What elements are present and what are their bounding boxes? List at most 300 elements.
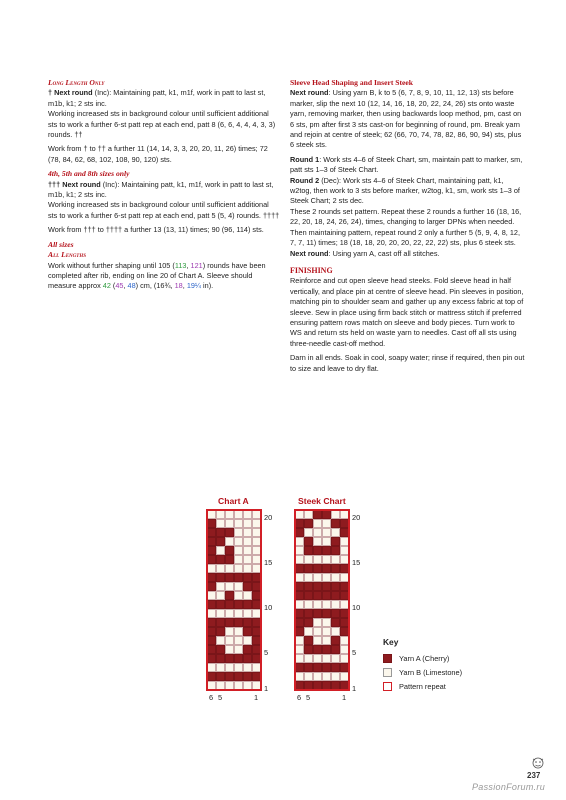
chart-cell-yarn-b (304, 672, 313, 681)
chart-cell-yarn-a (295, 681, 304, 690)
chart-cell-yarn-b (322, 537, 331, 546)
chart-a-title: Chart A (218, 496, 249, 506)
chart-cell-yarn-b (243, 546, 252, 555)
chart-cell-yarn-b (340, 573, 349, 582)
chart-cell-yarn-a (340, 582, 349, 591)
chart-cell-yarn-b (234, 555, 243, 564)
right-column (290, 78, 526, 374)
chart-cell-yarn-b (252, 519, 261, 528)
bold-lead: † Next round (48, 88, 93, 98)
chart-cell-yarn-b (252, 546, 261, 555)
steek-chart-title: Steek Chart (298, 496, 346, 506)
chart-cell-yarn-a (331, 663, 340, 672)
chart-cell-yarn-a (322, 591, 331, 600)
chart-cell-yarn-b (295, 636, 304, 645)
size-value: 42 (102, 281, 111, 291)
column-number: 5 (218, 693, 223, 702)
chart-cell-yarn-b (331, 654, 340, 663)
paragraph-text: (Inc): Maintaining patt, k1, m1f, work in patt to last st, m1b, k1; 2 sts inc. (48, 88, 266, 108)
chart-cell-yarn-b (207, 564, 216, 573)
paragraph: Work from † to †† a further 11 (14, 14, 3, 3, 20, 20, 11, 26) times; 72 (78, 84, 62, 68, 102, 108, 90, 120) sts. (48, 144, 268, 164)
chart-cell-yarn-b (216, 609, 225, 618)
column-number: 5 (306, 693, 311, 702)
chart-cell-yarn-a (331, 618, 340, 627)
chart-cell-yarn-a (295, 627, 304, 636)
key-item-repeat (383, 682, 446, 691)
column-number: 1 (254, 693, 259, 702)
chart-cell-yarn-a (216, 672, 225, 681)
chart-cell-yarn-a (331, 537, 340, 546)
chart-cell-yarn-b (252, 681, 261, 690)
chart-cell-yarn-a (216, 618, 225, 627)
chart-cell-yarn-a (331, 645, 340, 654)
chart-cell-yarn-a (322, 510, 331, 519)
chart-cell-yarn-b (234, 645, 243, 654)
text: Work without further shaping until (48, 260, 159, 270)
chart-cell-yarn-b (207, 510, 216, 519)
chart-cell-yarn-b (225, 582, 234, 591)
chart-cell-yarn-b (243, 510, 252, 519)
chart-cell-yarn-a (295, 663, 304, 672)
chart-cell-yarn-b (331, 600, 340, 609)
paragraph (48, 88, 280, 109)
chart-cell-yarn-b (295, 573, 304, 582)
paragraph-text: (Dec): Work sts 4–6 of Steek Chart, maintaining patt, k1, w2tog, then work to 3 sts before marker, w2tog, k1, sm, work sts 1–3 of Steek Chart; 2 sts dec. (290, 175, 520, 206)
chart-cell-yarn-a (304, 537, 313, 546)
chart-cell-yarn-a (252, 600, 261, 609)
chart-cell-yarn-b (295, 645, 304, 654)
chart-cell-yarn-a (216, 555, 225, 564)
chart-cell-yarn-b (243, 681, 252, 690)
text: rounds have been completed after rib, ending on line 20 of Chart A. Sleeve should measure approx (48, 260, 266, 291)
chart-cell-yarn-b (313, 555, 322, 564)
chart-cell-yarn-b (216, 582, 225, 591)
chart-cell-yarn-b (243, 528, 252, 537)
chart-cell-yarn-b (340, 654, 349, 663)
row-number: 1 (352, 684, 357, 693)
chart-cell-yarn-b (234, 537, 243, 546)
chart-cell-yarn-a (331, 681, 340, 690)
chart-cell-yarn-b (304, 573, 313, 582)
paragraph (48, 180, 280, 201)
row-number: 5 (352, 648, 357, 657)
chart-cell-yarn-b (225, 663, 234, 672)
chart-cell-yarn-b (216, 564, 225, 573)
chart-cell-yarn-b (322, 555, 331, 564)
chart-cell-yarn-b (243, 636, 252, 645)
chart-cell-yarn-a (322, 609, 331, 618)
chart-cell-yarn-a (234, 618, 243, 627)
chart-cell-yarn-a (304, 663, 313, 672)
chart-cell-yarn-b (340, 510, 349, 519)
chart-cell-yarn-a (331, 591, 340, 600)
chart-cell-yarn-a (304, 591, 313, 600)
chart-cell-yarn-a (295, 564, 304, 573)
chart-cell-yarn-a (207, 636, 216, 645)
chart-cell-yarn-b (234, 609, 243, 618)
chart-cell-yarn-b (322, 654, 331, 663)
chart-cell-yarn-b (331, 573, 340, 582)
chart-cell-yarn-a (243, 582, 252, 591)
chart-cell-yarn-a (340, 663, 349, 672)
chart-cell-yarn-a (225, 591, 234, 600)
row-number: 10 (264, 603, 273, 612)
chart-a-grid (207, 510, 261, 690)
chart-cell-yarn-a (331, 564, 340, 573)
chart-cell-yarn-a (234, 600, 243, 609)
key-label: Yarn A (Cherry) (399, 654, 450, 663)
chart-cell-yarn-a (243, 573, 252, 582)
paragraph: Working increased sts in background colour until sufficient additional sts to work a further 6-st patt rep at each end, patt 8 (6, 6, 4, 4, 4, 3, 3) rounds. †† (48, 109, 276, 140)
chart-cell-yarn-b (331, 627, 340, 636)
chart-cell-yarn-a (340, 618, 349, 627)
chart-cell-yarn-b (216, 591, 225, 600)
chart-cell-yarn-a (225, 672, 234, 681)
chart-cell-yarn-b (234, 519, 243, 528)
chart-cell-yarn-a (340, 609, 349, 618)
chart-cell-yarn-b (234, 582, 243, 591)
chart-cell-yarn-a (234, 672, 243, 681)
chart-cell-yarn-a (304, 618, 313, 627)
chart-cell-yarn-b (243, 537, 252, 546)
chart-cell-yarn-a (313, 663, 322, 672)
chart-cell-yarn-b (252, 537, 261, 546)
chart-cell-yarn-a (225, 528, 234, 537)
section-heading: Sleeve Head Shaping and Insert Steek (290, 78, 413, 87)
chart-cell-yarn-a (313, 546, 322, 555)
chart-cell-yarn-b (322, 636, 331, 645)
chart-cell-yarn-a (225, 654, 234, 663)
chart-cell-yarn-b (225, 636, 234, 645)
chart-cell-yarn-a (225, 546, 234, 555)
chart-cell-yarn-a (216, 645, 225, 654)
chart-cell-yarn-a (331, 519, 340, 528)
chart-cell-yarn-b (313, 654, 322, 663)
size-value: 48 (127, 281, 136, 291)
chart-cell-yarn-b (252, 663, 261, 672)
chart-cell-yarn-b (225, 627, 234, 636)
chart-cell-yarn-a (225, 555, 234, 564)
chart-cell-yarn-a (225, 600, 234, 609)
chart-cell-yarn-a (331, 609, 340, 618)
chart-cell-yarn-b (313, 537, 322, 546)
chart-cell-yarn-a (252, 636, 261, 645)
chart-cell-yarn-a (207, 645, 216, 654)
chart-cell-yarn-a (313, 564, 322, 573)
chart-cell-yarn-a (216, 537, 225, 546)
steek-chart-grid (295, 510, 349, 690)
key-item-yarn-b (383, 668, 462, 677)
chart-cell-yarn-a (225, 573, 234, 582)
chart-cell-yarn-b (234, 591, 243, 600)
chart-cell-yarn-a (216, 573, 225, 582)
chart-cell-yarn-a (243, 672, 252, 681)
chart-cell-yarn-a (304, 645, 313, 654)
chart-cell-yarn-b (322, 627, 331, 636)
chart-cell-yarn-b (313, 627, 322, 636)
chart-cell-yarn-b (234, 546, 243, 555)
row-number: 15 (352, 558, 361, 567)
chart-cell-yarn-a (252, 582, 261, 591)
chart-cell-yarn-b (234, 528, 243, 537)
size-value: 18 (174, 281, 183, 291)
chart-cell-yarn-b (295, 654, 304, 663)
chart-cell-yarn-b (216, 546, 225, 555)
chart-cell-yarn-b (225, 645, 234, 654)
chart-cell-yarn-a (313, 645, 322, 654)
chart-cell-yarn-a (322, 564, 331, 573)
chart-cell-yarn-b (252, 510, 261, 519)
chart-cell-yarn-b (216, 636, 225, 645)
section-heading: 4th, 5th and 8th sizes only (48, 169, 130, 179)
chart-cell-yarn-a (322, 681, 331, 690)
chart-cell-yarn-b (243, 591, 252, 600)
chart-cell-yarn-a (295, 591, 304, 600)
chart-cell-yarn-a (207, 627, 216, 636)
chart-cell-yarn-b (304, 510, 313, 519)
paragraph: These 2 rounds set pattern. Repeat these 2 rounds a further 16 (18, 16, 22, 20, 18, 24, 26, 24), times, changing to larger DPNs when needed. Then maintaining pattern, repeat round 2 only a further 5 (5, 9, 4, 8, 12, 7, 7, 11) times; 18 (18, 18, 20, 20, 20, 22, 22, 22) sts, plus 6 steek sts. (290, 206, 522, 248)
chart-cell-yarn-b (207, 663, 216, 672)
paragraph-text: : Work sts 4–6 of Steek Chart, sm, maintain patt to marker, sm, patt sts 1–3 of Steek Chart. (290, 154, 523, 175)
chart-cell-yarn-a (313, 591, 322, 600)
chart-cell-yarn-a (234, 573, 243, 582)
chart-cell-yarn-b (234, 564, 243, 573)
chart-cell-yarn-b (225, 519, 234, 528)
section-heading: All sizes (48, 239, 74, 249)
chart-cell-yarn-b (322, 528, 331, 537)
chart-cell-yarn-a (234, 654, 243, 663)
chart-cell-yarn-b (331, 555, 340, 564)
size-value: 16¾ (156, 281, 171, 291)
chart-cell-yarn-a (331, 546, 340, 555)
chart-cell-yarn-a (207, 654, 216, 663)
chart-cell-yarn-a (243, 627, 252, 636)
chart-cell-yarn-a (295, 618, 304, 627)
size-value: 19¼ (186, 281, 202, 291)
chart-cell-yarn-a (295, 609, 304, 618)
chart-cell-yarn-b (225, 537, 234, 546)
section-heading: FINISHING (290, 265, 333, 275)
chart-cell-yarn-a (252, 672, 261, 681)
chart-cell-yarn-a (207, 519, 216, 528)
chart-cell-yarn-a (340, 627, 349, 636)
chart-cell-yarn-a (304, 546, 313, 555)
chart-cell-yarn-b (313, 573, 322, 582)
chart-cell-yarn-a (322, 546, 331, 555)
chart-cell-yarn-b (313, 618, 322, 627)
paragraph (290, 176, 526, 207)
chart-cell-yarn-b (313, 519, 322, 528)
paragraph (290, 155, 526, 176)
bold-lead: Round 1 (290, 154, 320, 164)
chart-cell-yarn-b (216, 663, 225, 672)
chart-cell-yarn-a (304, 519, 313, 528)
chart-cell-yarn-b (322, 573, 331, 582)
chart-cell-yarn-a (252, 618, 261, 627)
chart-cell-yarn-a (304, 609, 313, 618)
chart-cell-yarn-a (340, 591, 349, 600)
chart-cell-yarn-b (322, 600, 331, 609)
paragraph: Work without further shaping until 105 (113, 121) rounds have been completed after rib, ending on line 20 of Chart A. Sleeve should measure approx 42 (45, 48) cm, (16¾, 18, 19¼ in). (48, 260, 266, 291)
chart-cell-yarn-b (234, 663, 243, 672)
chart-cell-yarn-a (216, 654, 225, 663)
chart-cell-yarn-b (252, 555, 261, 564)
yarn-a-swatch (383, 654, 392, 663)
chart-cell-yarn-b (225, 681, 234, 690)
chart-cell-yarn-a (313, 681, 322, 690)
page-number: 237 (527, 771, 541, 780)
chart-cell-yarn-a (295, 582, 304, 591)
chart-cell-yarn-b (295, 546, 304, 555)
chart-cell-yarn-a (207, 546, 216, 555)
chart-cell-yarn-a (216, 627, 225, 636)
chart-cell-yarn-b (234, 510, 243, 519)
paragraph-text: (Inc): Maintaining patt, k1, m1f, work in patt to last st, m1b, k1; 2 sts inc. (48, 179, 274, 200)
chart-cell-yarn-b (340, 546, 349, 555)
chart-cell-yarn-b (243, 555, 252, 564)
chart-cell-yarn-a (322, 582, 331, 591)
chart-cell-yarn-b (331, 528, 340, 537)
chart-cell-yarn-a (207, 582, 216, 591)
chart-cell-yarn-b (243, 663, 252, 672)
chart-cell-yarn-a (340, 564, 349, 573)
row-number: 20 (264, 513, 273, 522)
key-title: Key (383, 637, 399, 647)
chart-cell-yarn-a (207, 528, 216, 537)
chart-cell-yarn-b (234, 636, 243, 645)
chart-cell-yarn-b (207, 609, 216, 618)
paragraph: Working increased sts in background colour until sufficient additional sts to work a further 6-st patt rep at each end, patt 5 (5, 4) rounds. †††† (48, 200, 280, 220)
chart-cell-yarn-b (243, 519, 252, 528)
key-label: Yarn B (Limestone) (399, 668, 463, 677)
chart-cell-yarn-a (216, 600, 225, 609)
size-value: 45 (115, 281, 124, 291)
chart-cell-yarn-b (295, 600, 304, 609)
chart-cell-yarn-a (207, 618, 216, 627)
chart-cell-yarn-b (304, 600, 313, 609)
chart-cell-yarn-b (216, 681, 225, 690)
bold-lead: Next round (290, 88, 329, 98)
chart-cell-yarn-a (207, 537, 216, 546)
chart-cell-yarn-b (304, 528, 313, 537)
paragraph (290, 88, 526, 150)
chart-cell-yarn-b (340, 672, 349, 681)
chart-cell-yarn-a (252, 573, 261, 582)
chart-cell-yarn-a (243, 618, 252, 627)
chart-cell-yarn-b (295, 537, 304, 546)
row-number: 5 (264, 648, 269, 657)
chart-cell-yarn-a (322, 663, 331, 672)
chart-cell-yarn-b (234, 681, 243, 690)
text: cm, ( (138, 281, 157, 291)
chart-cell-yarn-b (313, 528, 322, 537)
pattern-repeat-swatch (383, 682, 392, 691)
key-label: Pattern repeat (399, 682, 446, 691)
chart-cell-yarn-a (304, 582, 313, 591)
chart-cell-yarn-b (243, 609, 252, 618)
size-value: 113 (174, 260, 187, 270)
chart-cell-yarn-b (322, 618, 331, 627)
chart-cell-yarn-a (340, 528, 349, 537)
chart-cell-yarn-b (340, 645, 349, 654)
chart-cell-yarn-b (340, 600, 349, 609)
paragraph (290, 249, 526, 259)
chart-cell-yarn-b (340, 636, 349, 645)
chart-cell-yarn-b (304, 627, 313, 636)
paragraph: Reinforce and cut open sleeve head steeks. Fold sleeve head in half vertically, and place pin at centre of sleeve head. Pin sleeves in position, matching pin to shoulder seam and gather up any excess fabric at top of sleeve. Sew in place using firm back stitch or mattress stitch if preferred ensuring pattern rows match on sleeve and body pieces. Turn work to WS and return sts held on waste yarn to needles. Cast off all sts using three-needle cast-off method. (290, 276, 524, 348)
paragraph-text: : Using yarn A, cast off all stitches. (328, 248, 440, 258)
chart-cell-yarn-a (295, 519, 304, 528)
chart-cell-yarn-b (340, 555, 349, 564)
section-subheading: All Lengths (48, 250, 86, 260)
chart-cell-yarn-b (252, 609, 261, 618)
bold-lead: Next round (290, 248, 329, 258)
chart-cell-yarn-a (304, 681, 313, 690)
chart-cell-yarn-b (243, 564, 252, 573)
row-number: 1 (264, 684, 269, 693)
text: in). (201, 281, 214, 291)
chart-cell-yarn-b (340, 537, 349, 546)
paragraph: Work from ††† to †††† a further 13 (13, 11) times; 90 (96, 114) sts. (48, 225, 264, 235)
chart-cell-yarn-a (313, 582, 322, 591)
row-number: 10 (352, 603, 361, 612)
watermark: PassionForum.ru (472, 782, 546, 792)
size-value: 121 (190, 260, 203, 270)
chart-cell-yarn-b (207, 591, 216, 600)
chart-cell-yarn-a (207, 672, 216, 681)
chart-cell-yarn-a (243, 654, 252, 663)
column-number: 6 (209, 693, 214, 702)
chart-cell-yarn-a (243, 645, 252, 654)
chart-cell-yarn-b (207, 681, 216, 690)
row-number: 20 (352, 513, 361, 522)
chart-cell-yarn-b (295, 510, 304, 519)
section-heading: Long Length Only (48, 78, 105, 87)
bold-lead: ††† Next round (48, 179, 101, 189)
yarn-b-swatch (383, 668, 392, 677)
chart-cell-yarn-b (331, 672, 340, 681)
chart-cell-yarn-b (234, 627, 243, 636)
chart-cell-yarn-a (304, 636, 313, 645)
chart-cell-yarn-a (243, 600, 252, 609)
chart-cell-yarn-a (304, 564, 313, 573)
chart-cell-yarn-b (252, 528, 261, 537)
chart-cell-yarn-a (207, 555, 216, 564)
key-item-yarn-a (383, 654, 449, 663)
chart-cell-yarn-a (331, 582, 340, 591)
chart-cell-yarn-b (313, 636, 322, 645)
chart-cell-yarn-a (295, 528, 304, 537)
chart-cell-yarn-b (225, 609, 234, 618)
column-number: 1 (342, 693, 347, 702)
chart-cell-yarn-b (331, 510, 340, 519)
chart-cell-yarn-a (340, 681, 349, 690)
bold-lead: Round 2 (290, 175, 320, 185)
chart-cell-yarn-b (295, 672, 304, 681)
chart-cell-yarn-b (313, 600, 322, 609)
chart-cell-yarn-b (322, 519, 331, 528)
chart-cell-yarn-b (295, 555, 304, 564)
chart-cell-yarn-b (313, 672, 322, 681)
chart-cell-yarn-b (216, 510, 225, 519)
chart-cell-yarn-a (322, 645, 331, 654)
chart-cell-yarn-a (252, 645, 261, 654)
chart-cell-yarn-a (216, 528, 225, 537)
chart-cell-yarn-a (252, 627, 261, 636)
chart-cell-yarn-b (304, 555, 313, 564)
chart-cell-yarn-a (207, 573, 216, 582)
chart-cell-yarn-b (225, 564, 234, 573)
